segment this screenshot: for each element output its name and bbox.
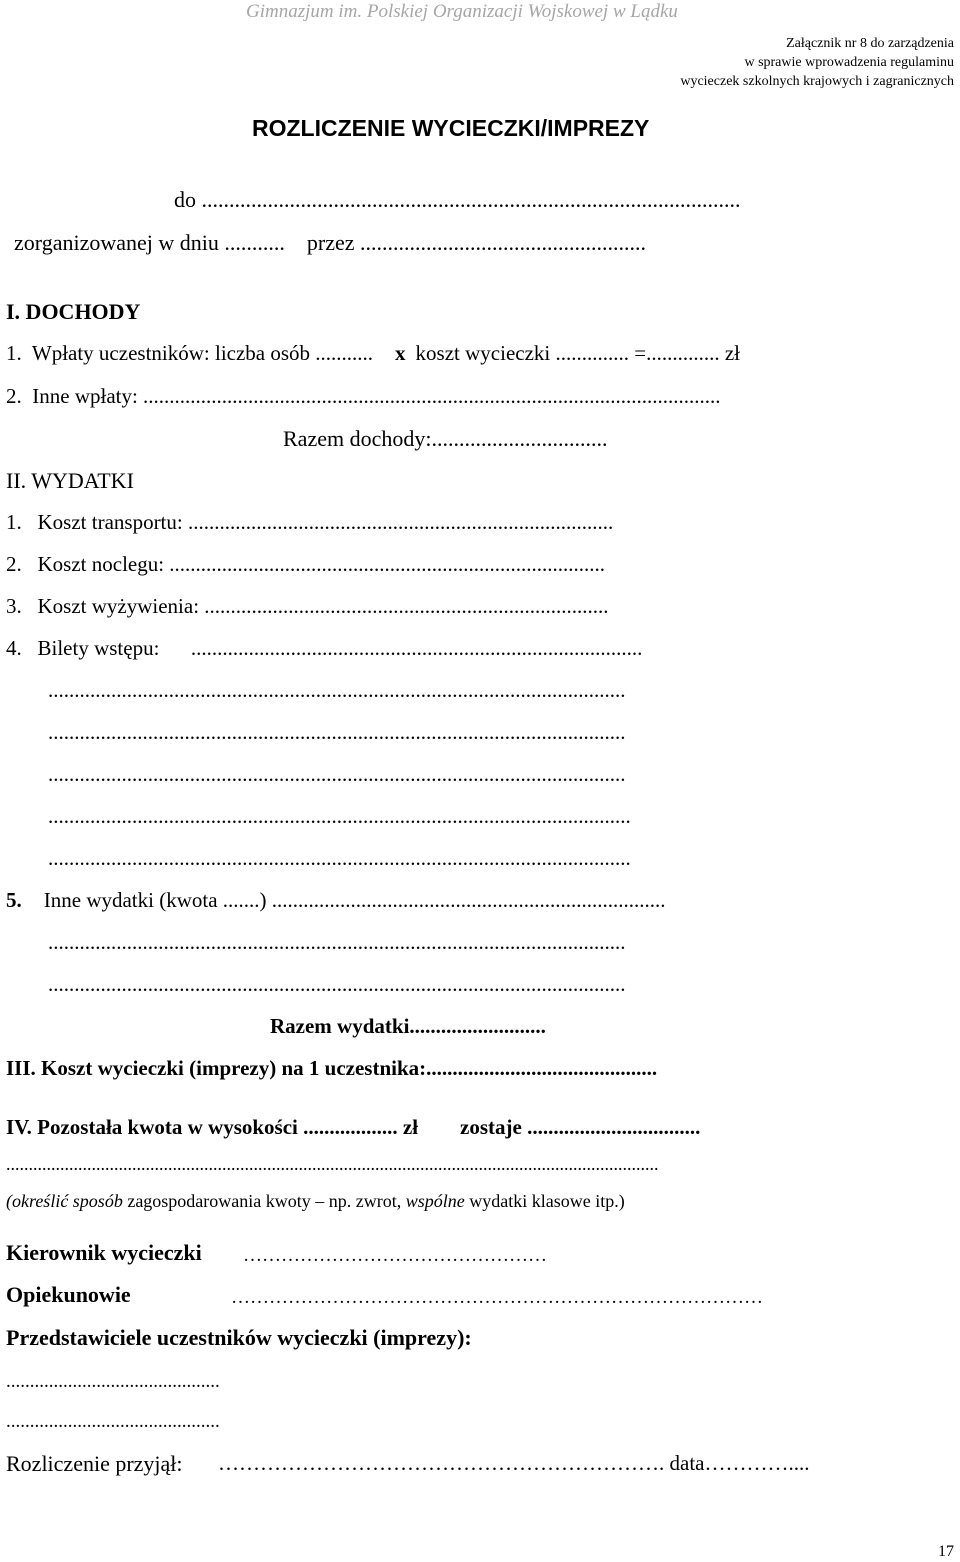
- destination-field: do ..................................................................................................: [174, 187, 741, 212]
- expense-other-number: 5.: [6, 888, 22, 912]
- representative-line-2: .............................................: [6, 1411, 220, 1432]
- remaining-dots: .................................................................................................................................................: [6, 1154, 659, 1174]
- expense-other: [6, 890, 666, 911]
- organized-date-field: zorganizowanej w dniu ........... przez ....................................................: [14, 230, 646, 255]
- remaining-amount-label: IV. Pozostała kwota w wysokości .................. zł: [6, 1115, 419, 1139]
- annex-line-1: Załącznik nr 8 do zarządzenia: [786, 36, 954, 51]
- expenses-total: Razem wydatki..........................: [270, 1014, 546, 1038]
- multiply-sign: x: [395, 341, 406, 365]
- document-title: ROZLICZENIE WYCIECZKI/IMPREZY: [252, 115, 650, 141]
- other-line-1: ..............................................................................................................: [48, 930, 626, 954]
- guardians-signature-line: …………………………………………………………………………: [231, 1287, 763, 1308]
- note-italic-2: wspólne: [405, 1191, 465, 1211]
- accepted-label: Rozliczenie przyjął:: [6, 1451, 183, 1476]
- remaining-amount: [6, 1117, 700, 1138]
- leader-label: Kierownik wycieczki: [6, 1240, 202, 1265]
- expense-food: 3. Koszt wyżywienia: .............................................................................: [6, 594, 609, 618]
- other-line-2: ..............................................................................................................: [48, 972, 626, 996]
- expense-transport: 1. Koszt transportu: .................................................................................: [6, 510, 614, 534]
- note-plain-2: wydatki klasowe itp.): [464, 1191, 625, 1211]
- tickets-line-1: ..............................................................................................................: [48, 678, 626, 702]
- note-italic-1: (określić sposób: [6, 1191, 123, 1211]
- income-item-1: [6, 343, 740, 364]
- representatives-label: Przedstawiciele uczestników wycieczki (imprezy):: [6, 1325, 472, 1350]
- tickets-line-5: ...............................................................................................................: [48, 846, 631, 870]
- tickets-line-3: ..............................................................................................................: [48, 762, 626, 786]
- note-plain-1: zagospodarowania kwoty – np. zwrot,: [122, 1191, 406, 1211]
- leader-signature-line: …………………………………………: [243, 1245, 547, 1266]
- expense-lodging: 2. Koszt noclegu: ...................................................................................: [6, 552, 606, 576]
- income-item-1-cost: koszt wycieczki .............. =.............. zł: [415, 341, 740, 365]
- tickets-line-4: ...............................................................................................................: [48, 804, 631, 828]
- expense-tickets: 4. Bilety wstępu: ......................................................................................: [6, 636, 643, 660]
- remaining-note: [6, 1192, 625, 1210]
- expense-other-label: Inne wydatki (kwota .......) ...........................................................................: [43, 888, 666, 912]
- income-heading: I. DOCHODY: [6, 299, 141, 324]
- income-item-2: 2. Inne wpłaty: ..............................................................................................................: [6, 384, 721, 408]
- income-item-1-label: 1. Wpłaty uczestników: liczba osób ...........: [6, 341, 374, 365]
- remaining-stays: zostaje .................................: [460, 1115, 701, 1139]
- representative-line-1: .............................................: [6, 1371, 220, 1392]
- page-number: 17: [938, 1543, 954, 1560]
- accepted-signature-and-date: ………………………………………………………. data…………....: [218, 1451, 810, 1475]
- guardians-label: Opiekunowie: [6, 1282, 131, 1307]
- school-header: Gimnazjum im. Polskiej Organizacji Wojskowej w Lądku: [246, 1, 678, 22]
- tickets-line-2: ..............................................................................................................: [48, 720, 626, 744]
- expenses-heading: II. WYDATKI: [6, 468, 134, 493]
- income-total: Razem dochody:................................: [283, 426, 608, 451]
- annex-line-3: wycieczek szkolnych krajowych i zagranicznych: [680, 74, 954, 89]
- annex-line-2: w sprawie wprowadzenia regulaminu: [744, 55, 954, 70]
- cost-per-participant: III. Koszt wycieczki (imprezy) na 1 uczestnika:............................................: [6, 1056, 658, 1080]
